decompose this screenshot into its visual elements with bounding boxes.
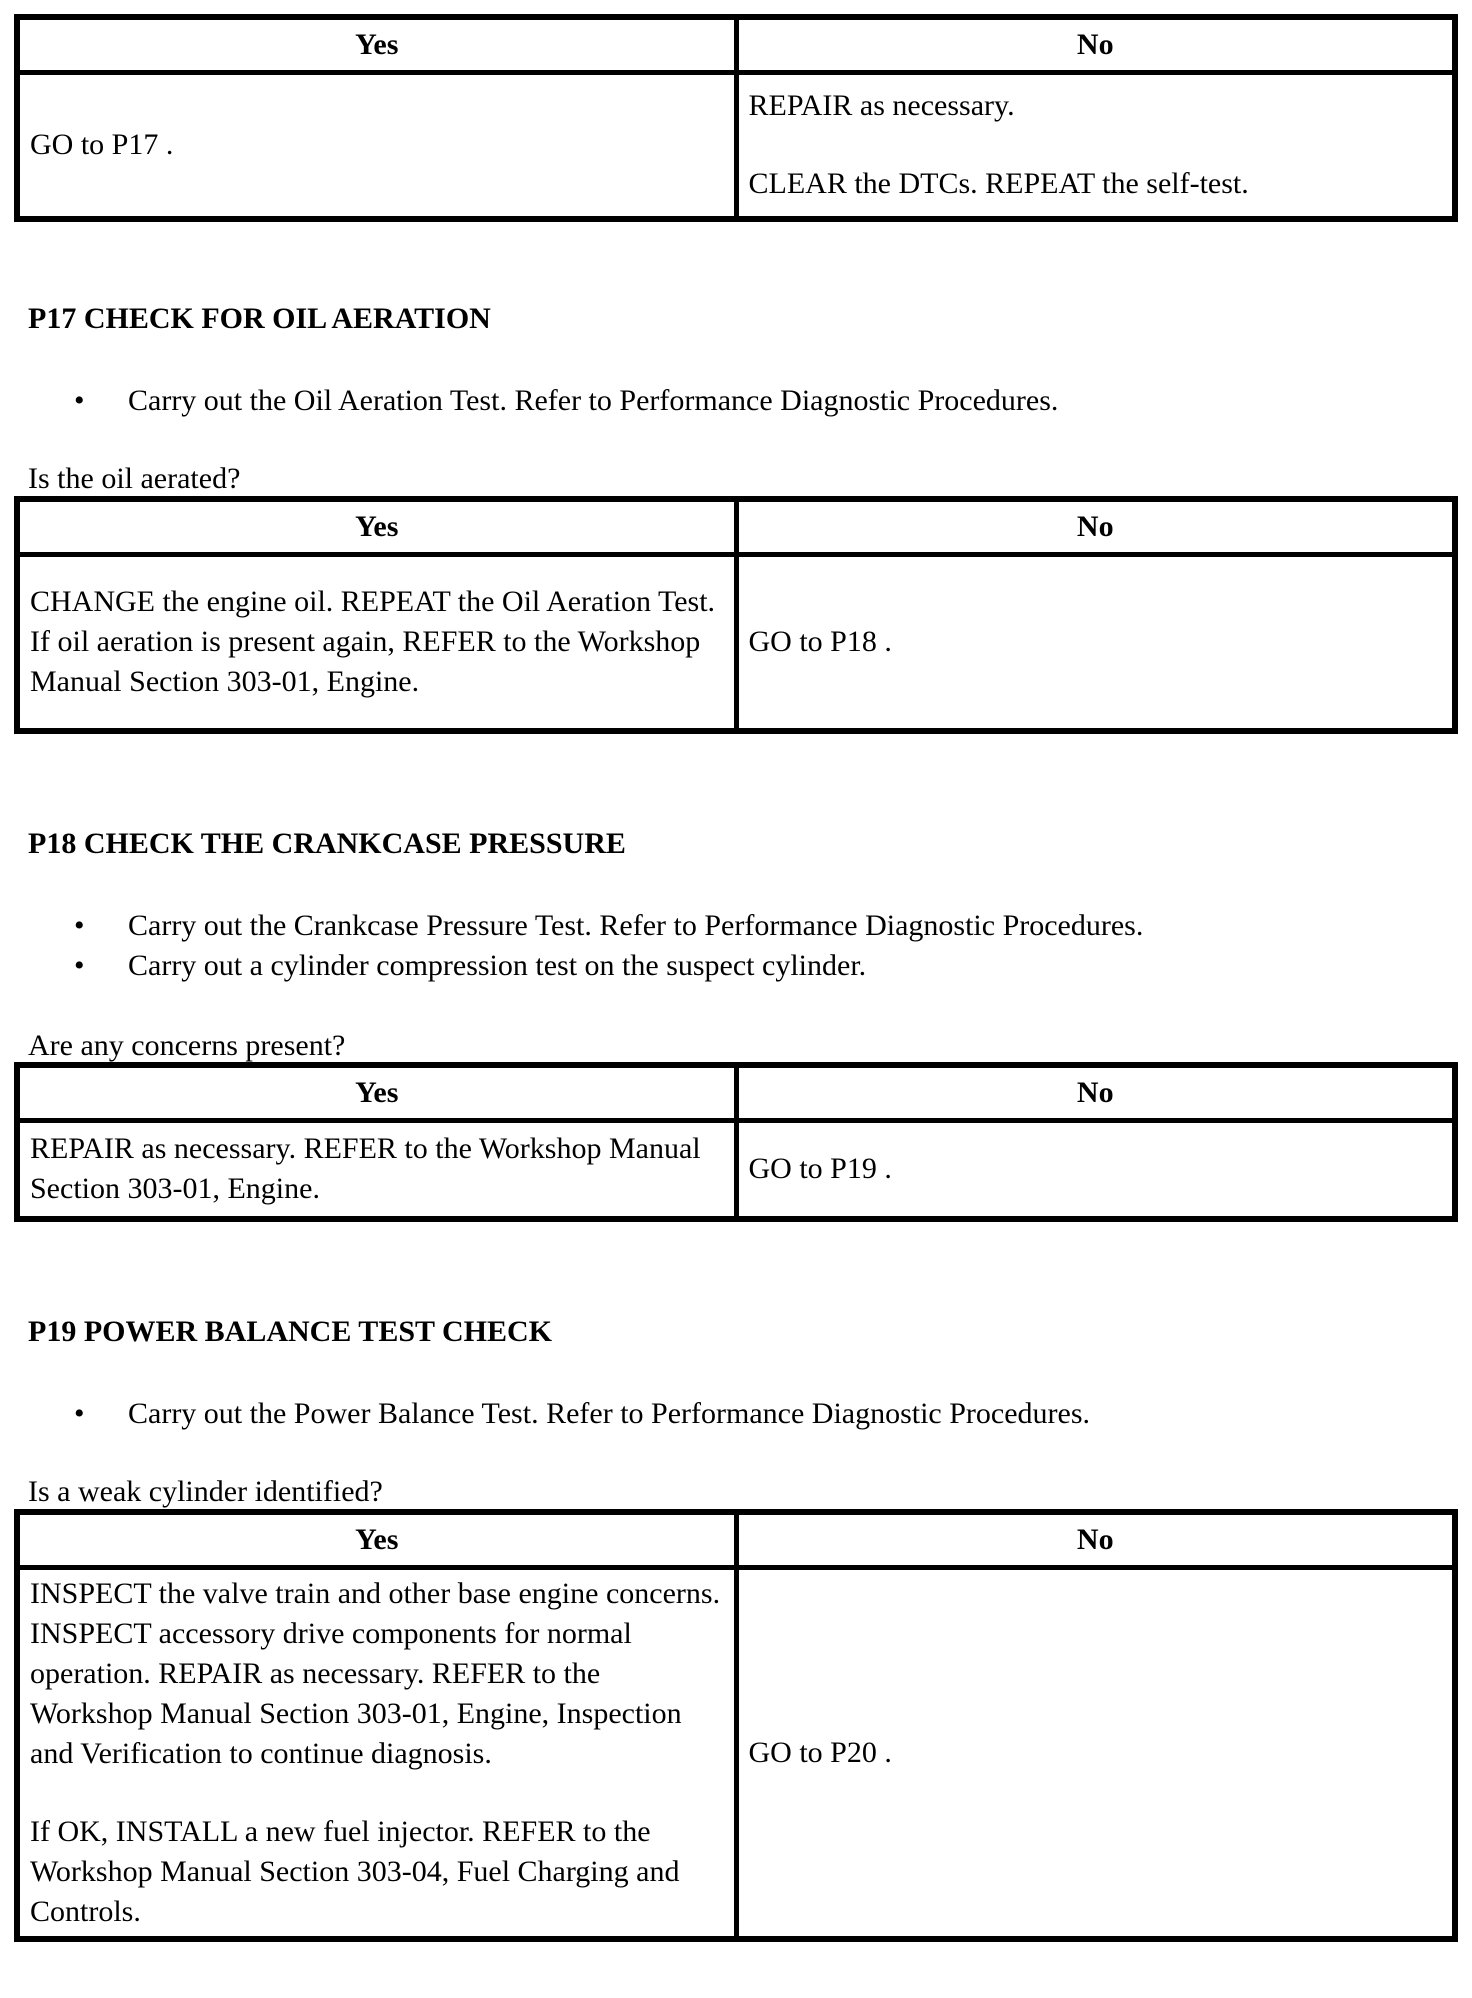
result-table-p19 <box>14 1509 1458 1942</box>
bullet-list-p18 <box>74 906 1143 986</box>
bullet-item: • Carry out a cylinder compression test on the suspect cylinder. <box>74 946 1143 986</box>
no-header: No <box>736 1065 1455 1121</box>
yes-cell: REPAIR as necessary. REFER to the Workshop Manual Section 303-01, Engine. <box>17 1121 736 1219</box>
no-header: No <box>736 499 1455 555</box>
bullet-list-p19 <box>74 1394 1090 1434</box>
result-table-p16 <box>14 14 1458 222</box>
yes-header: Yes <box>17 1512 736 1568</box>
bullet-list-p17 <box>74 381 1058 421</box>
yes-cell: GO to P17 . <box>17 73 736 219</box>
result-table-p17 <box>14 496 1458 734</box>
question-p17: Is the oil aerated? <box>28 462 241 495</box>
section-heading-p18: P18 CHECK THE CRANKCASE PRESSURE <box>28 827 626 860</box>
question-p19: Is a weak cylinder identified? <box>28 1475 383 1508</box>
section-heading-p19: P19 POWER BALANCE TEST CHECK <box>28 1315 552 1348</box>
question-p18: Are any concerns present? <box>28 1029 346 1062</box>
no-header: No <box>736 1512 1455 1568</box>
no-cell: GO to P20 . <box>736 1568 1455 1940</box>
section-heading-p17: P17 CHECK FOR OIL AERATION <box>28 302 491 335</box>
bullet-item: • Carry out the Power Balance Test. Refer to Performance Diagnostic Procedures. <box>74 1394 1090 1434</box>
no-header: No <box>736 17 1455 73</box>
yes-cell: CHANGE the engine oil. REPEAT the Oil Aeration Test. If oil aeration is present again, REFER to the Workshop Manual Section 303-01, Engine. <box>17 555 736 731</box>
no-cell: GO to P19 . <box>736 1121 1455 1219</box>
bullet-item: • Carry out the Crankcase Pressure Test. Refer to Performance Diagnostic Procedures. <box>74 906 1143 946</box>
no-cell: REPAIR as necessary. CLEAR the DTCs. REPEAT the self-test. <box>736 73 1455 219</box>
yes-header: Yes <box>17 499 736 555</box>
yes-header: Yes <box>17 1065 736 1121</box>
bullet-item: • Carry out the Oil Aeration Test. Refer to Performance Diagnostic Procedures. <box>74 381 1058 421</box>
yes-cell: INSPECT the valve train and other base engine concerns. INSPECT accessory drive components for normal operation. REPAIR as necessary. REFER to the Workshop Manual Section 303-01, Engine, Inspection and Verification to continue diagnosis. If OK, INSTALL a new fuel injector. REFER to the Workshop Manual Section 303-04, Fuel Charging and Controls. <box>17 1568 736 1940</box>
no-cell: GO to P18 . <box>736 555 1455 731</box>
result-table-p18 <box>14 1062 1458 1222</box>
yes-header: Yes <box>17 17 736 73</box>
